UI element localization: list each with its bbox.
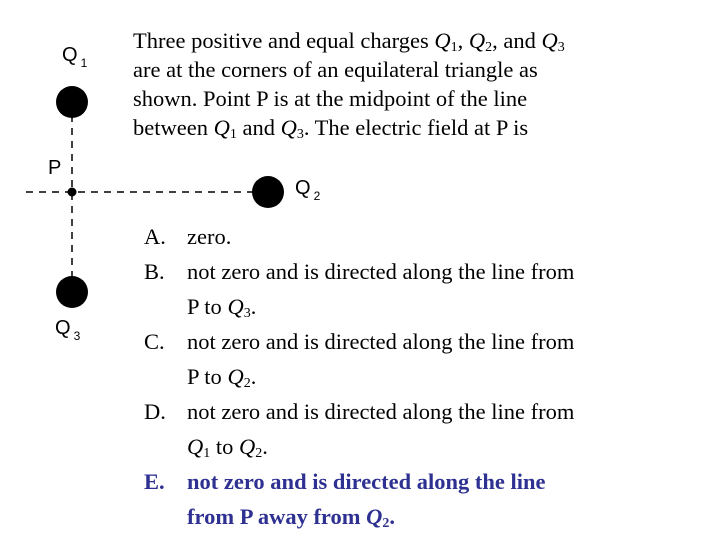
- label-q3: Q $_3$: [55, 317, 81, 343]
- answer-options: [144, 219, 714, 534]
- option-letter: B.: [144, 259, 165, 284]
- option-letter: E.: [144, 469, 165, 494]
- charge-q3: [56, 276, 88, 308]
- option-b[interactable]: [144, 254, 714, 324]
- option-text: [187, 464, 714, 534]
- question-text: [133, 26, 713, 142]
- option-text-line: not zero and is directed along the line: [187, 469, 546, 494]
- option-text-line: not zero and is directed along the line from: [187, 329, 575, 354]
- label-p: P: [48, 157, 62, 179]
- option-text: [187, 219, 714, 254]
- option-text-line: $Q_1$ to $Q_2$.: [187, 434, 268, 461]
- option-text-line: not zero and is directed along the line from: [187, 259, 575, 284]
- option-a[interactable]: [144, 219, 714, 254]
- question-line: are at the corners of an equilateral triangle as: [133, 57, 538, 82]
- option-c[interactable]: [144, 324, 714, 394]
- option-text: [187, 254, 714, 324]
- question-line: shown. Point P is at the midpoint of the line: [133, 86, 528, 111]
- point-p: [68, 188, 77, 197]
- option-text-line: from P away from $Q_2$.: [187, 504, 396, 531]
- option-text-line: P to $Q_3$.: [187, 294, 257, 321]
- charge-q1: [56, 86, 88, 118]
- option-d[interactable]: [144, 394, 714, 464]
- option-e[interactable]: [144, 464, 714, 534]
- option-text-line: P to $Q_2$.: [187, 364, 257, 391]
- option-letter: C.: [144, 329, 165, 354]
- option-text-line: zero.: [187, 224, 232, 249]
- question-line: between $Q_1$ and $Q_3$. The electric field at P is: [133, 115, 529, 142]
- question-line: Three positive and equal charges $Q_1$, $Q_2$, and $Q_3$: [133, 28, 565, 55]
- option-text: [187, 394, 714, 464]
- label-q2: Q $_2$: [295, 177, 321, 203]
- option-text-line: not zero and is directed along the line from: [187, 399, 575, 424]
- option-letter: A.: [144, 224, 166, 249]
- charge-q2: [252, 176, 284, 208]
- option-letter: D.: [144, 399, 166, 424]
- label-q1: Q $_1$: [62, 44, 88, 70]
- option-text: [187, 324, 714, 394]
